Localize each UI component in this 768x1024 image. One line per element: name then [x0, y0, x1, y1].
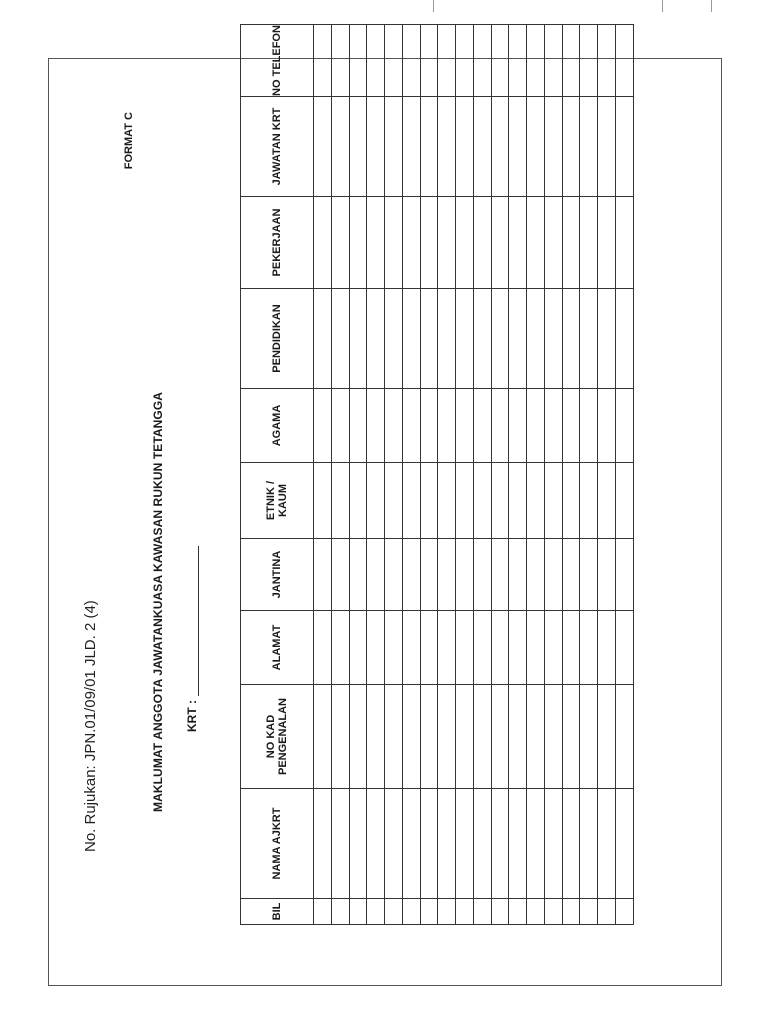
table-cell[interactable]: [491, 463, 509, 539]
table-cell[interactable]: [331, 899, 349, 925]
table-cell[interactable]: [598, 25, 616, 97]
table-cell[interactable]: [314, 899, 332, 925]
table-cell[interactable]: [331, 611, 349, 685]
table-cell[interactable]: [349, 389, 367, 463]
table-cell[interactable]: [367, 289, 385, 389]
table-cell[interactable]: [616, 25, 634, 97]
table-cell[interactable]: [491, 25, 509, 97]
column-header: NO TELEFON: [241, 25, 314, 97]
table-row: [402, 25, 420, 925]
krt-blank-line[interactable]: [186, 546, 199, 696]
table-cell[interactable]: [616, 197, 634, 289]
table-cell[interactable]: [349, 97, 367, 197]
form-header: [65, 72, 240, 972]
table-cell[interactable]: [598, 899, 616, 925]
table-cell[interactable]: [314, 611, 332, 685]
table-row: [580, 25, 598, 925]
table-cell[interactable]: [509, 289, 527, 389]
table-cell[interactable]: [438, 389, 456, 463]
table-cell[interactable]: [544, 289, 562, 389]
table-cell[interactable]: [616, 539, 634, 611]
table-cell[interactable]: [491, 197, 509, 289]
table-cell[interactable]: [314, 463, 332, 539]
table-cell[interactable]: [456, 685, 474, 789]
table-cell[interactable]: [385, 289, 403, 389]
table-cell[interactable]: [509, 611, 527, 685]
table-cell[interactable]: [473, 197, 491, 289]
table-cell[interactable]: [367, 899, 385, 925]
table-cell[interactable]: [456, 463, 474, 539]
table-cell[interactable]: [420, 463, 438, 539]
table-cell[interactable]: [420, 899, 438, 925]
table-cell[interactable]: [491, 789, 509, 899]
table-cell[interactable]: [544, 389, 562, 463]
table-cell[interactable]: [314, 197, 332, 289]
table-cell[interactable]: [598, 539, 616, 611]
table-cell[interactable]: [331, 197, 349, 289]
table-cell[interactable]: [580, 539, 598, 611]
table-cell[interactable]: [509, 25, 527, 97]
table-cell[interactable]: [385, 685, 403, 789]
table-row: [438, 25, 456, 925]
table-row: [598, 25, 616, 925]
table-cell[interactable]: [562, 197, 580, 289]
table-cell[interactable]: [349, 539, 367, 611]
table-cell[interactable]: [420, 389, 438, 463]
table-cell[interactable]: [331, 25, 349, 97]
reference-number: No. Rujukan: JPN.01/09/01 JLD. 2 (4): [82, 600, 99, 852]
table-cell[interactable]: [349, 789, 367, 899]
table-cell[interactable]: [562, 389, 580, 463]
table-cell[interactable]: [438, 197, 456, 289]
column-header: BIL: [241, 899, 314, 925]
table-cell[interactable]: [402, 197, 420, 289]
table-cell[interactable]: [456, 899, 474, 925]
table-cell[interactable]: [527, 25, 545, 97]
form-title: MAKLUMAT ANGGOTA JAWATANKUASA KAWASAN RUKUN TETANGGA: [151, 391, 165, 812]
page-frame: [48, 25, 722, 986]
table-cell[interactable]: [438, 611, 456, 685]
table-cell[interactable]: [580, 25, 598, 97]
table-header-row: [241, 25, 314, 925]
table-cell[interactable]: [527, 899, 545, 925]
table-cell[interactable]: [491, 389, 509, 463]
table-cell[interactable]: [598, 611, 616, 685]
table-cell[interactable]: [598, 789, 616, 899]
table-row: [456, 25, 474, 925]
table-cell[interactable]: [314, 685, 332, 789]
table-cell[interactable]: [544, 463, 562, 539]
table-cell[interactable]: [598, 97, 616, 197]
table-cell[interactable]: [491, 685, 509, 789]
table-cell[interactable]: [580, 463, 598, 539]
table-row: [527, 25, 545, 925]
column-header: JAWATAN KRT: [241, 97, 314, 197]
table-cell[interactable]: [616, 389, 634, 463]
table-cell[interactable]: [385, 25, 403, 97]
table-cell[interactable]: [580, 197, 598, 289]
table-cell[interactable]: [367, 539, 385, 611]
table-cell[interactable]: [580, 789, 598, 899]
table-cell[interactable]: [473, 463, 491, 539]
table-cell[interactable]: [314, 97, 332, 197]
table-cell[interactable]: [385, 197, 403, 289]
table-cell[interactable]: [331, 97, 349, 197]
table-cell[interactable]: [402, 685, 420, 789]
table-cell[interactable]: [473, 25, 491, 97]
table-cell[interactable]: [544, 197, 562, 289]
table-cell[interactable]: [616, 685, 634, 789]
table-cell[interactable]: [438, 25, 456, 97]
table-cell[interactable]: [438, 899, 456, 925]
table-cell[interactable]: [349, 685, 367, 789]
table-cell[interactable]: [402, 25, 420, 97]
column-header: NO KAD PENGENALAN: [241, 685, 314, 789]
table-row: [491, 25, 509, 925]
table-cell[interactable]: [544, 611, 562, 685]
table-cell[interactable]: [527, 685, 545, 789]
table-cell[interactable]: [456, 789, 474, 899]
table-cell[interactable]: [349, 197, 367, 289]
table-cell[interactable]: [385, 389, 403, 463]
table-cell[interactable]: [562, 289, 580, 389]
column-header: PEKERJAAN: [241, 197, 314, 289]
table-cell[interactable]: [544, 97, 562, 197]
table-cell[interactable]: [527, 611, 545, 685]
table-cell[interactable]: [580, 899, 598, 925]
table-cell[interactable]: [491, 899, 509, 925]
table-cell[interactable]: [456, 611, 474, 685]
table-cell[interactable]: [509, 539, 527, 611]
table-cell[interactable]: [473, 611, 491, 685]
table-cell[interactable]: [598, 289, 616, 389]
table-cell[interactable]: [544, 899, 562, 925]
table-cell[interactable]: [420, 197, 438, 289]
table-row: [349, 25, 367, 925]
table-row: [562, 25, 580, 925]
table-cell[interactable]: [349, 463, 367, 539]
scan-mark: [662, 0, 663, 12]
table-cell[interactable]: [473, 389, 491, 463]
table-cell[interactable]: [420, 289, 438, 389]
table-cell[interactable]: [491, 97, 509, 197]
krt-field: [185, 546, 199, 732]
scan-mark: [433, 0, 434, 12]
table-cell[interactable]: [616, 97, 634, 197]
table-cell[interactable]: [420, 539, 438, 611]
table-cell[interactable]: [438, 789, 456, 899]
table-cell[interactable]: [527, 539, 545, 611]
table-cell[interactable]: [420, 685, 438, 789]
table-cell[interactable]: [562, 463, 580, 539]
table-cell[interactable]: [331, 389, 349, 463]
table-cell[interactable]: [420, 25, 438, 97]
table-cell[interactable]: [331, 789, 349, 899]
table-cell[interactable]: [367, 389, 385, 463]
table-cell[interactable]: [527, 97, 545, 197]
table-cell[interactable]: [509, 389, 527, 463]
table-cell[interactable]: [509, 899, 527, 925]
table-cell[interactable]: [509, 463, 527, 539]
table-cell[interactable]: [509, 197, 527, 289]
table-cell[interactable]: [456, 389, 474, 463]
table-cell[interactable]: [385, 97, 403, 197]
table-cell[interactable]: [456, 25, 474, 97]
table-row: [509, 25, 527, 925]
table-cell[interactable]: [385, 463, 403, 539]
table-row: [385, 25, 403, 925]
table-cell[interactable]: [580, 685, 598, 789]
table-cell[interactable]: [438, 97, 456, 197]
table-row: [314, 25, 332, 925]
table-cell[interactable]: [616, 899, 634, 925]
table-cell[interactable]: [438, 685, 456, 789]
table-cell[interactable]: [580, 611, 598, 685]
table-cell[interactable]: [402, 899, 420, 925]
table-cell[interactable]: [367, 463, 385, 539]
table-cell[interactable]: [509, 97, 527, 197]
table-cell[interactable]: [544, 789, 562, 899]
table-cell[interactable]: [367, 611, 385, 685]
table-cell[interactable]: [367, 97, 385, 197]
table-cell[interactable]: [367, 25, 385, 97]
table-cell[interactable]: [402, 611, 420, 685]
table-cell[interactable]: [544, 25, 562, 97]
table-cell[interactable]: [367, 789, 385, 899]
member-table: [240, 24, 634, 925]
table-cell[interactable]: [385, 789, 403, 899]
table-cell[interactable]: [456, 197, 474, 289]
table-cell[interactable]: [527, 389, 545, 463]
table-cell[interactable]: [509, 685, 527, 789]
table-row: [473, 25, 491, 925]
table-cell[interactable]: [402, 789, 420, 899]
table-cell[interactable]: [385, 611, 403, 685]
table-cell[interactable]: [562, 685, 580, 789]
table-cell[interactable]: [438, 289, 456, 389]
column-header: NAMA AJKRT: [241, 789, 314, 899]
table-cell[interactable]: [491, 289, 509, 389]
krt-label: KRT :: [185, 700, 199, 732]
table-cell[interactable]: [456, 97, 474, 197]
table-cell[interactable]: [562, 789, 580, 899]
table-cell[interactable]: [491, 539, 509, 611]
table-cell[interactable]: [598, 197, 616, 289]
table-cell[interactable]: [598, 463, 616, 539]
table-cell[interactable]: [473, 289, 491, 389]
table-cell[interactable]: [527, 463, 545, 539]
table-cell[interactable]: [580, 97, 598, 197]
table-cell[interactable]: [331, 539, 349, 611]
table-cell[interactable]: [402, 289, 420, 389]
table-cell[interactable]: [473, 539, 491, 611]
table-row: [331, 25, 349, 925]
table-cell[interactable]: [314, 539, 332, 611]
table-cell[interactable]: [562, 97, 580, 197]
table-cell[interactable]: [616, 463, 634, 539]
table-cell[interactable]: [331, 289, 349, 389]
table-cell[interactable]: [580, 389, 598, 463]
table-cell[interactable]: [402, 389, 420, 463]
table-cell[interactable]: [420, 97, 438, 197]
table-cell[interactable]: [580, 289, 598, 389]
scan-mark: [711, 0, 712, 12]
table-cell[interactable]: [456, 289, 474, 389]
table-cell[interactable]: [402, 463, 420, 539]
table-cell[interactable]: [562, 611, 580, 685]
table-cell[interactable]: [402, 539, 420, 611]
table-cell[interactable]: [331, 685, 349, 789]
column-header: AGAMA: [241, 389, 314, 463]
table-cell[interactable]: [509, 789, 527, 899]
table-cell[interactable]: [616, 789, 634, 899]
table-cell[interactable]: [562, 25, 580, 97]
table-body: [314, 25, 634, 925]
column-header: ALAMAT: [241, 611, 314, 685]
table-cell[interactable]: [473, 789, 491, 899]
table-cell[interactable]: [314, 389, 332, 463]
table-cell[interactable]: [527, 789, 545, 899]
table-row: [616, 25, 634, 925]
table-cell[interactable]: [473, 97, 491, 197]
table-cell[interactable]: [598, 389, 616, 463]
table-cell[interactable]: [314, 789, 332, 899]
table-cell[interactable]: [527, 289, 545, 389]
column-header: JANTINA: [241, 539, 314, 611]
table-cell[interactable]: [544, 539, 562, 611]
table-cell[interactable]: [456, 539, 474, 611]
table-cell[interactable]: [331, 463, 349, 539]
table-row: [544, 25, 562, 925]
table-cell[interactable]: [314, 25, 332, 97]
table-cell[interactable]: [616, 611, 634, 685]
table-cell[interactable]: [527, 197, 545, 289]
format-label: FORMAT C: [123, 112, 135, 170]
table-cell[interactable]: [349, 25, 367, 97]
table-cell[interactable]: [598, 685, 616, 789]
table-cell[interactable]: [402, 97, 420, 197]
table-cell[interactable]: [367, 197, 385, 289]
table-cell[interactable]: [349, 899, 367, 925]
table-row: [420, 25, 438, 925]
table-row: [367, 25, 385, 925]
table-cell[interactable]: [438, 463, 456, 539]
table-cell[interactable]: [473, 685, 491, 789]
table-cell[interactable]: [562, 539, 580, 611]
table-cell[interactable]: [385, 539, 403, 611]
table-cell[interactable]: [314, 289, 332, 389]
table-cell[interactable]: [349, 289, 367, 389]
table-cell[interactable]: [420, 789, 438, 899]
table-cell[interactable]: [349, 611, 367, 685]
rotated-form: [65, 25, 705, 972]
table-cell[interactable]: [367, 685, 385, 789]
column-header: ETNIK / KAUM: [241, 463, 314, 539]
table-cell[interactable]: [562, 899, 580, 925]
column-header: PENDIDIKAN: [241, 289, 314, 389]
table-cell[interactable]: [473, 899, 491, 925]
table-cell[interactable]: [420, 611, 438, 685]
table-cell[interactable]: [491, 611, 509, 685]
table-cell[interactable]: [544, 685, 562, 789]
table-cell[interactable]: [385, 899, 403, 925]
table-cell[interactable]: [438, 539, 456, 611]
table-cell[interactable]: [616, 289, 634, 389]
